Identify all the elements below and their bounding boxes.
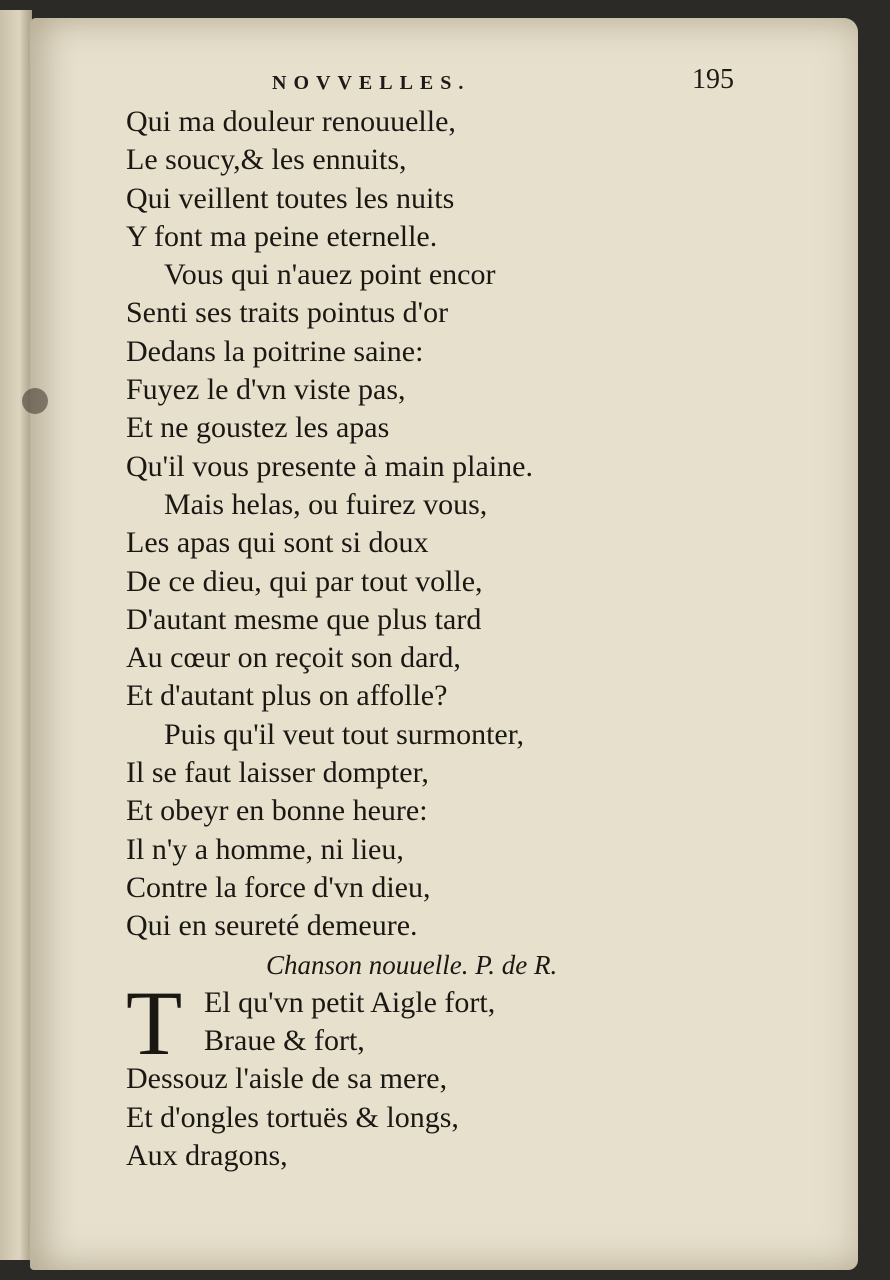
verse-line: Le soucy,& les ennuits, — [126, 143, 407, 177]
drop-cap: T — [126, 971, 183, 1074]
verse-line: Et d'ongles tortuës & longs, — [126, 1100, 459, 1134]
facing-page-edge — [0, 10, 32, 1260]
song-opening — [126, 971, 686, 1074]
verse-line: Senti ses traits pointus d'or — [126, 296, 449, 330]
verse-line: Dessouz l'aisle de sa mere, — [126, 1062, 448, 1096]
verse-line: Qui ma douleur renouuelle, — [126, 105, 456, 138]
verse-line: El qu'vn petit Aigle fort, — [204, 985, 496, 1019]
verse-line: Contre la force d'vn dieu, — [126, 870, 431, 904]
verse-line: Et obeyr en bonne heure: — [126, 794, 428, 828]
verse-line: Fuyez le d'vn viste pas, — [126, 373, 406, 407]
page-number: 195 — [692, 64, 734, 95]
verse-line: Il n'y a homme, ni lieu, — [126, 832, 404, 866]
verse-line: Y font ma peine eternelle. — [126, 219, 438, 253]
verse-line: Qui en seureté demeure. — [126, 909, 418, 943]
verse-line: Braue & fort, — [204, 1024, 365, 1058]
verse-line: Aux dragons, — [126, 1139, 288, 1173]
running-title: NOVVELLES. — [272, 72, 471, 94]
verse-line: Il se faut laisser dompter, — [126, 756, 429, 790]
verse-line: Au cœur on reçoit son dard, — [126, 641, 461, 675]
verse-text — [126, 103, 686, 1175]
verse-line: Et d'autant plus on affolle? — [126, 679, 448, 713]
verse-line: D'autant mesme que plus tard — [126, 602, 482, 636]
verse-line: Dedans la poitrine saine: — [126, 334, 424, 368]
verse-line: Qu'il vous presente à main plaine. — [126, 449, 533, 483]
stanza-opening-line: Mais helas, ou fuirez vous, — [164, 487, 488, 521]
verse-line: Et ne goustez les apas — [126, 411, 390, 445]
stanza-opening-line: Puis qu'il veut tout surmonter, — [164, 717, 525, 751]
stanza-opening-line: Vous qui n'auez point encor — [164, 258, 496, 292]
song-title: Chanson nouuelle. P. de R. — [266, 949, 558, 980]
verse-line: De ce dieu, qui par tout volle, — [126, 564, 483, 598]
verse-line: Les apas qui sont si doux — [126, 526, 429, 560]
ink-stain — [22, 388, 48, 414]
verse-line: Qui veillent toutes les nuits — [126, 181, 455, 215]
